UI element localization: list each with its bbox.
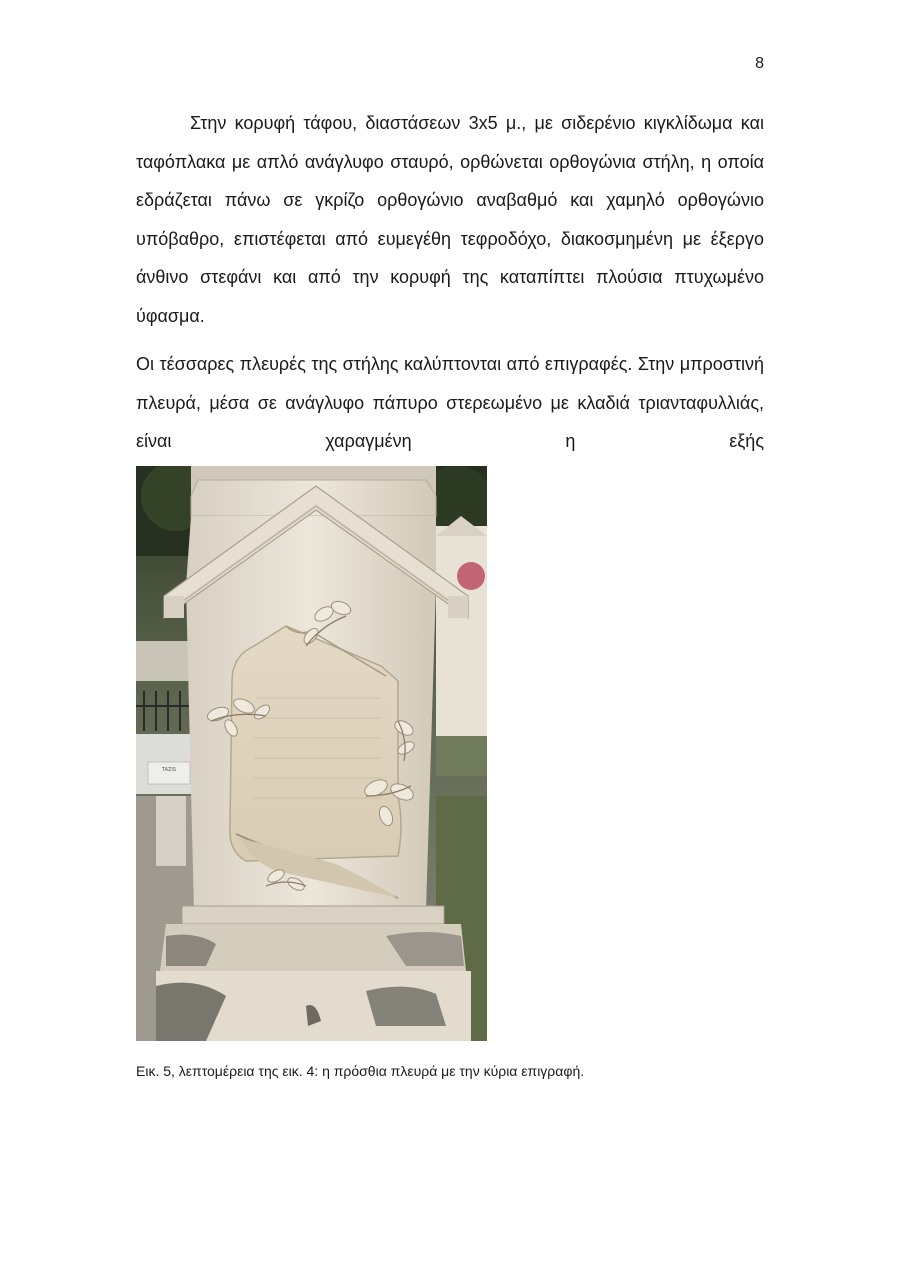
gravestone-photo (136, 466, 487, 1041)
figure-caption: Εικ. 5, λεπτομέρεια της εικ. 4: η πρόσθια πλευρά με την κύρια επιγραφή. (136, 1063, 585, 1079)
paragraph-2: Οι τέσσαρες πλευρές της στήλης καλύπτονται από επιγραφές. Στην μπροστινή πλευρά, μέσα σε ανάγλυφο πάπυρο στερεωμένο με κλαδιά τριανταφυλλιάς, είναι χαραγμένη η εξής (136, 354, 764, 451)
paragraph-1: Στην κορυφή τάφου, διαστάσεων 3x5 μ., με σιδερένιο κιγκλίδωμα και ταφόπλακα με απλό ανάγλυφο σταυρό, ορθώνεται ορθογώνια στήλη, η οποία εδράζεται πάνω σε γκρίζο ορθογώνιο αναβαθμό και χαμηλό ορθογώνιο υπόβαθρο, επιστέφεται από ευμεγέθη τεφροδόχο, διακοσμημένη με έξεργο άνθινο στεφάνι και από την κορυφή της καταπίπτει πλούσια πτυχωμένο ύφασμα. (136, 113, 764, 326)
page-number: 8 (755, 55, 764, 72)
background-plaque-text: TAZIS (161, 767, 177, 773)
